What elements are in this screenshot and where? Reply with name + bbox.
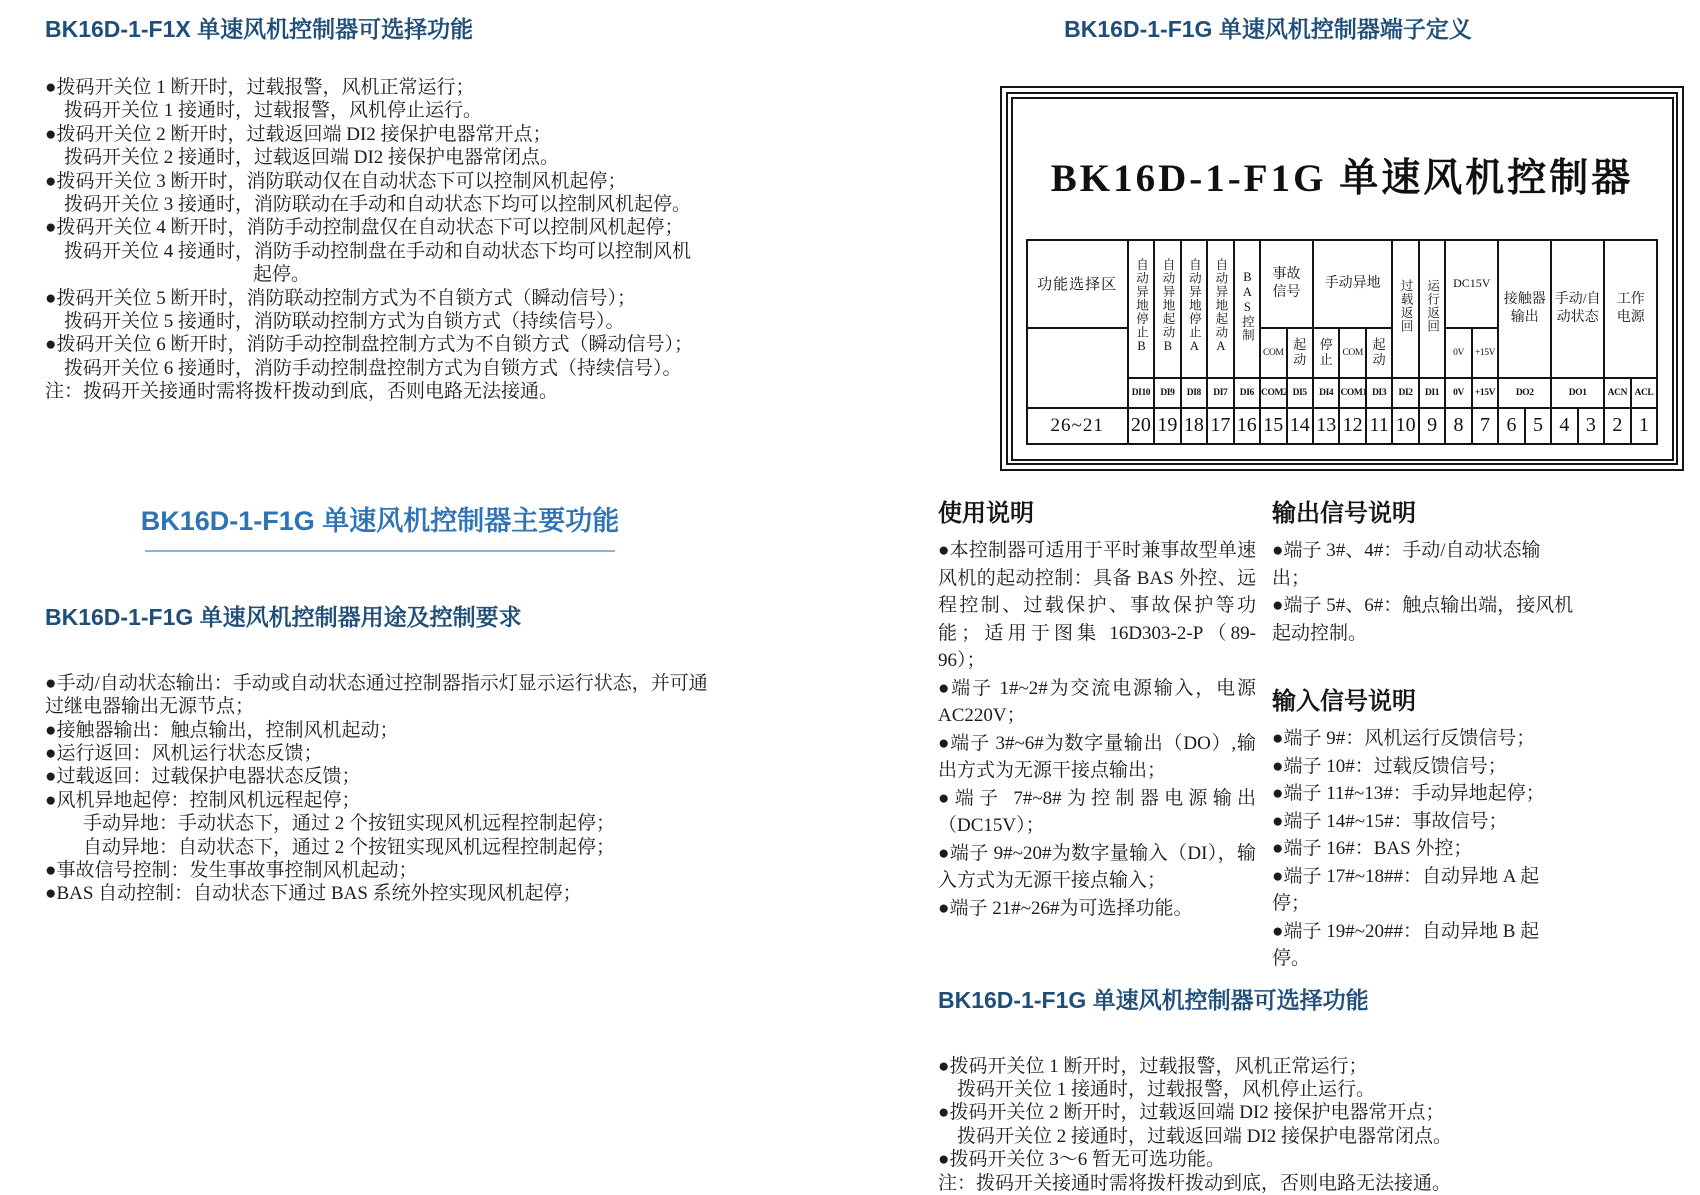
sub-0v: 0V bbox=[1445, 328, 1471, 378]
col-auto-remote-start-b: 自动异地起动B bbox=[1154, 240, 1180, 378]
terminal-code: DI6 bbox=[1234, 378, 1260, 408]
list-item: ●端子 5#、6#：触点输出端，接风机起动控制。 bbox=[1272, 595, 1574, 644]
group-working-power: 工作电源 bbox=[1604, 240, 1657, 378]
list-item: ●端子 10#：过载反馈信号； bbox=[1272, 755, 1507, 777]
list-item: ●端子 11#~13#：手动异地起停； bbox=[1272, 783, 1545, 804]
terminal-code: DI1 bbox=[1419, 378, 1445, 408]
list-item: ●BAS 自动控制：自动状态下通过 BAS 系统外控实现风机起停； bbox=[45, 883, 582, 905]
list-item: ●过载返回：过载保护电器状态反馈； bbox=[45, 766, 361, 788]
terminal-code: COM2 bbox=[1260, 378, 1286, 408]
main-features-heading: BK16D-1-F1G 单速风机控制器主要功能 bbox=[140, 505, 620, 536]
left-column bbox=[45, 14, 715, 906]
col-auto-remote-start-a: 自动异地起动A bbox=[1207, 240, 1233, 378]
list-item: ●端子 19#~20##：自动异地 B 起停。 bbox=[1272, 920, 1540, 969]
terminal-code: +15V bbox=[1472, 378, 1498, 408]
col-auto-remote-stop-b: 自动异地停止B bbox=[1128, 240, 1154, 378]
list-item: ●拨码开关位 3 断开时，消防联动仅在自动状态下可以控制风机起停； bbox=[45, 170, 627, 192]
terminal-number: 5 bbox=[1525, 408, 1551, 444]
terminal-number: 8 bbox=[1445, 408, 1471, 444]
list-item: ●端子 21#~26#为可选择功能。 bbox=[938, 897, 1193, 919]
terminal-number: 1 bbox=[1631, 408, 1658, 444]
terminal-number: 18 bbox=[1181, 408, 1207, 444]
f1g-options-list bbox=[938, 1055, 1694, 1195]
terminal-code: DI9 bbox=[1154, 378, 1180, 408]
terminal-code: DI7 bbox=[1207, 378, 1233, 408]
col-running-return: 运行返回 bbox=[1419, 240, 1445, 378]
terminal-code: DI3 bbox=[1366, 378, 1392, 408]
list-item: 起停。 bbox=[253, 264, 311, 286]
usage-notes-column bbox=[938, 499, 1256, 973]
col-overload-return: 过载返回 bbox=[1392, 240, 1418, 378]
terminal-number: 3 bbox=[1578, 408, 1604, 444]
usage-requirements-heading: BK16D-1-F1G 单速风机控制器用途及控制要求 bbox=[45, 603, 522, 630]
list-item: ●本控制器可适用于平时兼事故型单速风机的起动控制：具备 BAS 外控、远程控制、过载保护、事故保护等功能；适用于图集 16D303-2-P（89-96）； bbox=[938, 540, 1256, 671]
terminal-definition-heading: BK16D-1-F1G 单速风机控制器端子定义 bbox=[1064, 16, 1472, 42]
terminal-number: 20 bbox=[1128, 408, 1154, 444]
group-accident-signal: 事故信号 bbox=[1260, 240, 1313, 328]
note-line: 注：拨码开关接通时需将拨杆拨动到底，否则电路无法接通。 bbox=[938, 1172, 1452, 1194]
terminal-number: 13 bbox=[1313, 408, 1339, 444]
f1x-options-list bbox=[45, 76, 715, 404]
f1x-options-heading: BK16D-1-F1X 单速风机控制器可选择功能 bbox=[45, 16, 474, 42]
terminal-number: 15 bbox=[1260, 408, 1286, 444]
terminal-code: DI8 bbox=[1181, 378, 1207, 408]
list-item: ●端子 3#、4#：手动/自动状态输出； bbox=[1272, 540, 1541, 589]
group-contactor-output: 接触器输出 bbox=[1498, 240, 1551, 378]
list-item: ●拨码开关位 5 断开时，消防联动控制方式为不自锁方式（瞬动信号）； bbox=[45, 287, 636, 309]
terminal-number: 17 bbox=[1207, 408, 1233, 444]
input-signals-heading: 输入信号说明 bbox=[1272, 688, 1416, 715]
terminal-code: 0V bbox=[1445, 378, 1471, 408]
list-item: ●拨码开关位 1 断开时，过载报警，风机正常运行； bbox=[45, 77, 475, 98]
list-item: 拨码开关位 5 接通时，消防联动控制方式为自锁方式（持续信号）。 bbox=[64, 311, 625, 333]
terminal-code: ACL bbox=[1631, 378, 1658, 408]
list-item: 拨码开关位 2 接通时，过载返回端 DI2 接保护电器常闭点。 bbox=[64, 147, 560, 169]
list-item: ●手动/自动状态输出：手动或自动状态通过控制器指示灯显示运行状态，并可通过继电器输出无源节点； bbox=[45, 672, 708, 718]
diagram-border-middle bbox=[1006, 92, 1678, 465]
group-dc15v: DC15V bbox=[1445, 240, 1498, 328]
terminal-code: DI5 bbox=[1287, 378, 1313, 408]
list-item: ●拨码开关位 6 断开时，消防手动控制盘控制方式为不自锁方式（瞬动信号）； bbox=[45, 334, 693, 356]
note-line: 注：拨码开关接通时需将拨杆拨动到底，否则电路无法接通。 bbox=[45, 381, 559, 403]
sub-com: COM bbox=[1339, 328, 1365, 378]
output-signals-heading: 输出信号说明 bbox=[1272, 500, 1416, 527]
list-item: 手动异地：手动状态下，通过 2 个按钮实现风机远程控制起停； bbox=[83, 813, 616, 835]
list-item: 拨码开关位 1 接通时，过载报警，风机停止运行。 bbox=[64, 100, 483, 122]
usage-notes-heading: 使用说明 bbox=[938, 500, 1034, 527]
terminal-number: 11 bbox=[1366, 408, 1392, 444]
heading-underline bbox=[145, 550, 615, 552]
terminal-code: DO1 bbox=[1551, 378, 1604, 408]
sub-stop: 停止 bbox=[1313, 328, 1339, 378]
terminal-range: 26~21 bbox=[1027, 408, 1128, 444]
list-item: ●事故信号控制：发生事故事控制风机起动； bbox=[45, 859, 418, 881]
list-item: ●端子 17#~18##：自动异地 A 起停； bbox=[1272, 865, 1540, 914]
list-item: 自动异地：自动状态下，通过 2 个按钮实现风机远程控制起停； bbox=[83, 836, 616, 858]
list-item: 拨码开关位 3 接通时，消防联动在手动和自动状态下均可以控制风机起停。 bbox=[64, 194, 692, 216]
list-item: ●端子 9#：风机运行反馈信号； bbox=[1272, 728, 1536, 749]
diagram-border-inner bbox=[1011, 97, 1674, 461]
terminal-number: 12 bbox=[1339, 408, 1365, 444]
list-item: ●端子 3#~6#为数字量输出（DO）,输出方式为无源干接点输出； bbox=[938, 732, 1256, 781]
terminal-code: ACN bbox=[1604, 378, 1630, 408]
terminal-code: DI2 bbox=[1392, 378, 1418, 408]
terminal-code: DO2 bbox=[1498, 378, 1551, 408]
list-item: ●端子 16#：BAS 外控； bbox=[1272, 838, 1473, 859]
sub-start: 起动 bbox=[1287, 328, 1313, 378]
terminal-number: 10 bbox=[1392, 408, 1418, 444]
list-item: 拨码开关位 1 接通时，过载报警，风机停止运行。 bbox=[957, 1078, 1376, 1100]
list-item: ●拨码开关位 2 断开时，过载返回端 DI2 接保护电器常开点； bbox=[938, 1102, 1445, 1124]
terminal-number: 19 bbox=[1154, 408, 1180, 444]
terminal-diagram bbox=[1000, 86, 1684, 471]
list-item: ●拨码开关位 2 断开时，过载返回端 DI2 接保护电器常开点； bbox=[45, 123, 552, 145]
list-item: ●风机异地起停：控制风机远程起停； bbox=[45, 789, 361, 811]
terminal-number: 7 bbox=[1472, 408, 1498, 444]
terminal-number: 2 bbox=[1604, 408, 1630, 444]
list-item: ●拨码开关位 4 断开时，消防手动控制盘仅在自动状态下可以控制风机起停； bbox=[45, 217, 684, 239]
list-item: ●拨码开关位 1 断开时，过载报警，风机正常运行； bbox=[938, 1055, 1368, 1077]
f1g-options-heading: BK16D-1-F1G 单速风机控制器可选择功能 bbox=[938, 986, 1369, 1013]
usage-list bbox=[45, 672, 715, 906]
terminal-number: 14 bbox=[1287, 408, 1313, 444]
list-item: ●接触器输出：触点输出，控制风机起动； bbox=[45, 719, 399, 741]
function-area-cell: 功能选择区 bbox=[1027, 240, 1128, 328]
list-item: ●运行返回：风机运行状态反馈； bbox=[45, 742, 323, 764]
group-manual-remote: 手动异地 bbox=[1313, 240, 1392, 328]
terminal-table bbox=[1026, 239, 1659, 445]
terminal-code: COM1 bbox=[1339, 378, 1365, 408]
diagram-title: BK16D-1-F1G 单速风机控制器 bbox=[1050, 156, 1634, 200]
list-item: 拨码开关位 4 接通时，消防手动控制盘在手动和自动状态下均可以控制风机 bbox=[64, 240, 692, 262]
list-item: ●端子 9#~20#为数字量输入（DI），输入方式为无源干接点输入； bbox=[938, 842, 1256, 891]
terminal-number: 6 bbox=[1498, 408, 1524, 444]
list-item: ●拨码开关位 3～6 暂无可选功能。 bbox=[938, 1149, 1225, 1171]
list-item: ●端子 7#~8#为控制器电源输出（DC15V）； bbox=[938, 787, 1256, 836]
terminal-code: DI4 bbox=[1313, 378, 1339, 408]
col-bas-control: BAS控制 bbox=[1234, 240, 1260, 378]
sub-com: COM bbox=[1260, 328, 1286, 378]
sub-start: 起动 bbox=[1366, 328, 1392, 378]
col-auto-remote-stop-a: 自动异地停止A bbox=[1181, 240, 1207, 378]
sub-15v: +15V bbox=[1472, 328, 1498, 378]
terminal-code: DI10 bbox=[1128, 378, 1154, 408]
notes-section bbox=[938, 499, 1694, 973]
right-column bbox=[938, 14, 1694, 1195]
terminal-number: 16 bbox=[1234, 408, 1260, 444]
list-item: 拨码开关位 6 接通时，消防手动控制盘控制方式为自锁方式（持续信号）。 bbox=[64, 357, 682, 379]
terminal-number: 9 bbox=[1419, 408, 1445, 444]
list-item: ●端子 1#~2#为交流电源输入，电源 AC220V； bbox=[938, 677, 1256, 726]
list-item: ●端子 14#~15#：事故信号； bbox=[1272, 810, 1508, 832]
terminal-number: 4 bbox=[1551, 408, 1577, 444]
group-manual-auto-status: 手动/自动状态 bbox=[1551, 240, 1604, 378]
function-area-blank-cell bbox=[1027, 328, 1128, 408]
list-item: 拨码开关位 2 接通时，过载返回端 DI2 接保护电器常闭点。 bbox=[957, 1125, 1453, 1147]
signal-notes-column bbox=[1272, 499, 1577, 973]
